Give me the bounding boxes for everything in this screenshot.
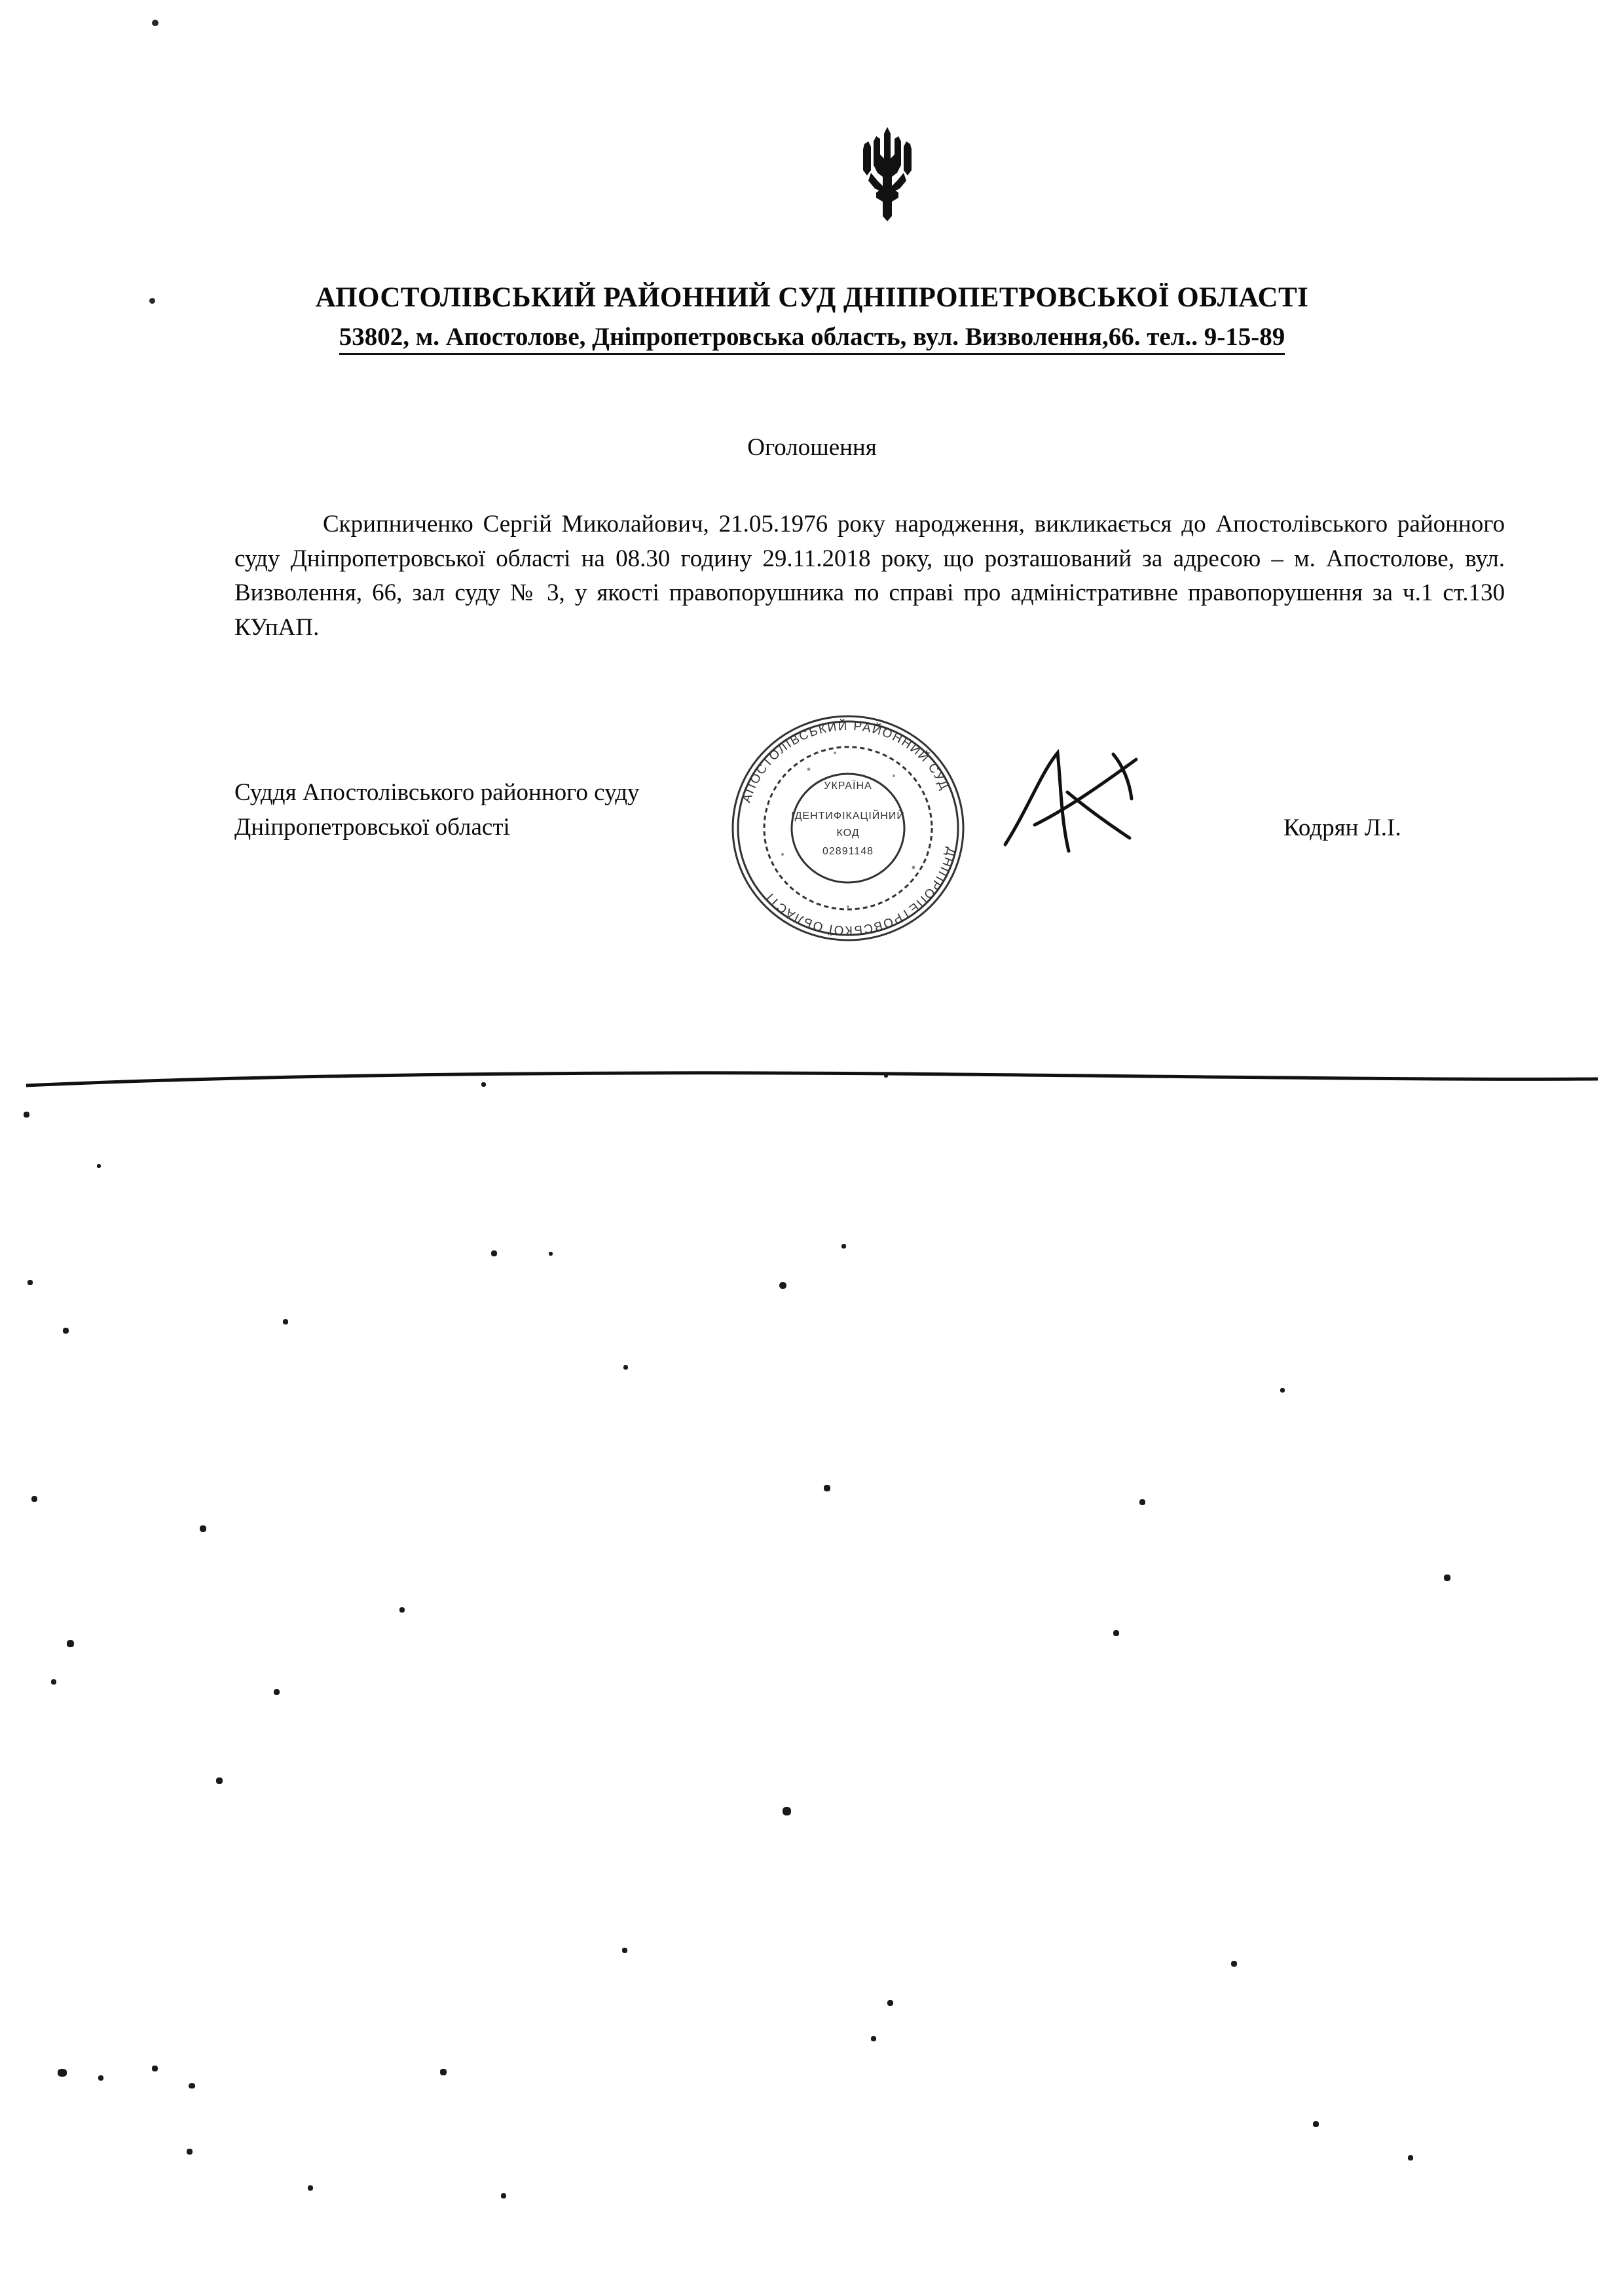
court-name-heading: АПОСТОЛІВСЬКИЙ РАЙОННИЙ СУД ДНІПРОПЕТРОВСЬКОЇ ОБЛАСТІ xyxy=(315,282,1309,313)
signer-role-line-2: Дніпропетровської області xyxy=(234,813,510,841)
svg-text:ІДЕНТИФІКАЦІЙНИЙ: ІДЕНТИФІКАЦІЙНИЙ xyxy=(791,811,905,822)
court-address xyxy=(0,322,1624,352)
ukraine-trident-coat-of-arms-icon xyxy=(858,124,917,223)
scan-fold-line xyxy=(0,1067,1624,1093)
pen-signature-icon xyxy=(995,746,1172,871)
svg-text:КОД: КОД xyxy=(836,828,860,839)
court-address-text: 53802, м. Апостолове, Дніпропетровська область, вул. Визволення,66. тел.. 9-15-89 xyxy=(339,323,1285,355)
svg-text:УКРАЇНА: УКРАЇНА xyxy=(824,780,872,792)
svg-text:АПОСТОЛІВСЬКИЙ РАЙОННИЙ СУД: АПОСТОЛІВСЬКИЙ РАЙОННИЙ СУД xyxy=(739,719,952,805)
signer-role-line-1: Суддя Апостолівського районного суду xyxy=(234,779,640,806)
signer-name: Кодрян Л.І. xyxy=(1283,814,1401,841)
document-title: Оголошення xyxy=(747,434,877,461)
svg-text:02891148: 02891148 xyxy=(822,846,874,857)
round-court-seal-icon xyxy=(704,691,992,966)
announcement-body: Скрипниченко Сергій Миколайович, 21.05.1976 року народження, викликається до Апостолівського районного суду Дніпропетровської області на 08.30 годину 29.11.2018 року, що розташований за адресою – м. Апостолове, вул. Визволення, 66, зал суду № 3, у якості правопорушника по справі про адміністративне правопорушення за ч.1 ст.130 КУпАП. xyxy=(234,511,1505,641)
svg-text:ДНІПРОПЕТРОВСЬКОЇ ОБЛАСТІ: ДНІПРОПЕТРОВСЬКОЇ ОБЛАСТІ xyxy=(763,846,958,938)
